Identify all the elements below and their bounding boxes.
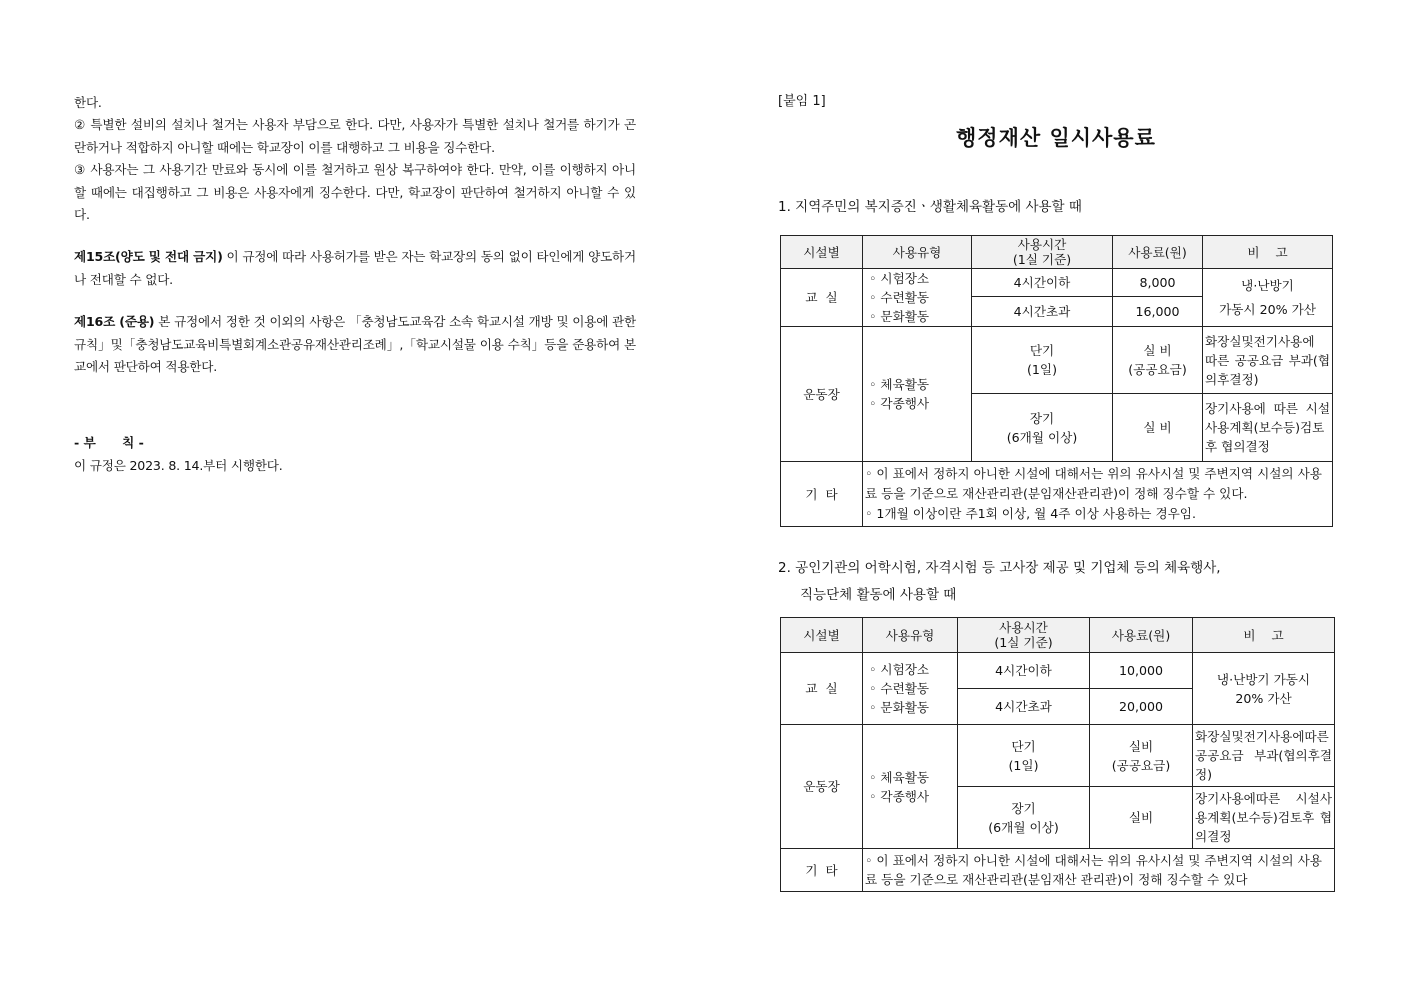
fee-table-1 [780, 235, 1333, 527]
attachment-label: [붙임 1] [778, 94, 826, 109]
addendum-heading: - 부 칙 - [74, 435, 144, 451]
article-15-title: 제15조(양도 및 전대 금지) [74, 249, 223, 265]
right-page [778, 90, 1338, 109]
header-type: 사용유형 [863, 236, 972, 269]
fee-under-4h: 8,000 [1113, 269, 1203, 297]
time-short: 단기 (1일) [972, 327, 1113, 394]
header-fee: 사용료(원) [1113, 236, 1203, 269]
fee-table-2 [780, 617, 1335, 892]
time-long: 장기 (6개월 이상) [958, 787, 1090, 849]
time-over-4h: 4시간초과 [972, 297, 1113, 327]
etc-note: ◦ 이 표에서 정하지 아니한 시설에 대해서는 위의 유사시설 및 주변지역 시설의 사용료 등을 기준으로 재산관리관(분임재산관리관)이 정해 징수할 수 있다. ◦ 1개월 이상이란 주1회 이상, 월 4주 이상 사용하는 경우임. [863, 462, 1333, 527]
left-page-text [74, 92, 636, 477]
fee-under-4h: 10,000 [1090, 653, 1193, 689]
article-16 [74, 311, 636, 378]
classroom-types: ◦ 시험장소 ◦ 수련활동 ◦ 문화활동 [863, 269, 972, 327]
facility-field: 운동장 [781, 327, 863, 462]
header-time: 사용시간 (1실 기준) [958, 618, 1090, 653]
facility-classroom: 교 실 [781, 653, 863, 725]
time-short: 단기 (1일) [958, 725, 1090, 787]
fee-short: 실 비 (공공요금) [1113, 327, 1203, 394]
remark-long: 장기사용에 따른 시설사용계획(보수등)검토후 협의결정 [1203, 394, 1333, 462]
facility-etc: 기 타 [781, 462, 863, 527]
article-15-body: 이 규정에 따라 사용허가를 받은 자는 학교장의 동의 없이 타인에게 양도하거나 전대할 수 없다. [74, 249, 636, 287]
paragraph-2: ② 특별한 설비의 설치나 철거는 사용자 부담으로 한다. 다만, 사용자가 특별한 설치나 철거를 하기가 곤란하거나 적합하지 아니할 때에는 학교장이 이를 대행하고 그 비용을 징수한다. [74, 117, 636, 155]
facility-field: 운동장 [781, 725, 863, 849]
section-1-heading: 1. 지역주민의 복지증진ㆍ생활체육활동에 사용할 때 [778, 199, 1082, 215]
facility-classroom: 교 실 [781, 269, 863, 327]
fee-over-4h: 20,000 [1090, 689, 1193, 725]
etc-note: ◦ 이 표에서 정하지 아니한 시설에 대해서는 위의 유사시설 및 주변지역 시설의 사용료 등을 기준으로 재산관리관(분임재산 관리관)이 정해 징수할 수 있다 [863, 849, 1335, 892]
remark-classroom: 냉·난방기 가동시 20% 가산 [1193, 653, 1335, 725]
fee-long: 실비 [1090, 787, 1193, 849]
text-line: 한다. [74, 95, 102, 110]
effective-date: 이 규정은 2023. 8. 14.부터 시행한다. [74, 457, 283, 473]
time-under-4h: 4시간이하 [972, 269, 1113, 297]
header-remark: 비 고 [1193, 618, 1335, 653]
article-15 [74, 246, 636, 291]
remark-short: 화장실및전기사용에 따른 공공요금 부과(협의후결정) [1203, 327, 1333, 394]
paragraph-3: ③ 사용자는 그 사용기간 만료와 동시에 이를 철거하고 원상 복구하여야 한다. 만약, 이를 이행하지 아니할 때에는 대집행하고 그 비용은 사용자에게 징수한다. 다만, 학교장이 판단하여 철거하지 아니할 수 있다. [74, 162, 636, 223]
time-long: 장기 (6개월 이상) [972, 394, 1113, 462]
field-types: ◦ 체육활동 ◦ 각종행사 [863, 725, 958, 849]
remark-long: 장기사용에따른 시설사용계획(보수등)검토후 협의결정 [1193, 787, 1335, 849]
classroom-types: ◦ 시험장소 ◦ 수련활동 ◦ 문화활동 [863, 653, 958, 725]
article-16-body: 본 규정에서 정한 것 이외의 사항은 「충청남도교육감 소속 학교시설 개방 및 이용에 관한 규칙」및「충청남도교육비특별회계소관공유재산관리조례」,「학교시설물 이용 수칙」등을 준용하여 본교에서 판단하여 적용한다. [74, 314, 636, 375]
header-remark: 비 고 [1203, 236, 1333, 269]
header-facility: 시설별 [781, 618, 863, 653]
time-over-4h: 4시간초과 [958, 689, 1090, 725]
header-time: 사용시간 (1실 기준) [972, 236, 1113, 269]
field-types: ◦ 체육활동 ◦ 각종행사 [863, 327, 972, 462]
time-under-4h: 4시간이하 [958, 653, 1090, 689]
section-2-heading: 2. 공인기관의 어학시험, 자격시험 등 고사장 제공 및 기업체 등의 체육행사, 직능단체 활동에 사용할 때 [778, 560, 1221, 603]
remark-short: 화장실및전기사용에따른 공공요금 부과(협의후결정) [1193, 725, 1335, 787]
header-type: 사용유형 [863, 618, 958, 653]
fee-short: 실비 (공공요금) [1090, 725, 1193, 787]
fee-long: 실 비 [1113, 394, 1203, 462]
fee-over-4h: 16,000 [1113, 297, 1203, 327]
page-title: 행정재산 일시사용료 [956, 126, 1156, 150]
article-16-title: 제16조 (준용) [74, 314, 155, 330]
facility-etc: 기 타 [781, 849, 863, 892]
remark-classroom: 냉·난방기 가동시 20% 가산 [1203, 269, 1333, 327]
header-facility: 시설별 [781, 236, 863, 269]
header-fee: 사용료(원) [1090, 618, 1193, 653]
